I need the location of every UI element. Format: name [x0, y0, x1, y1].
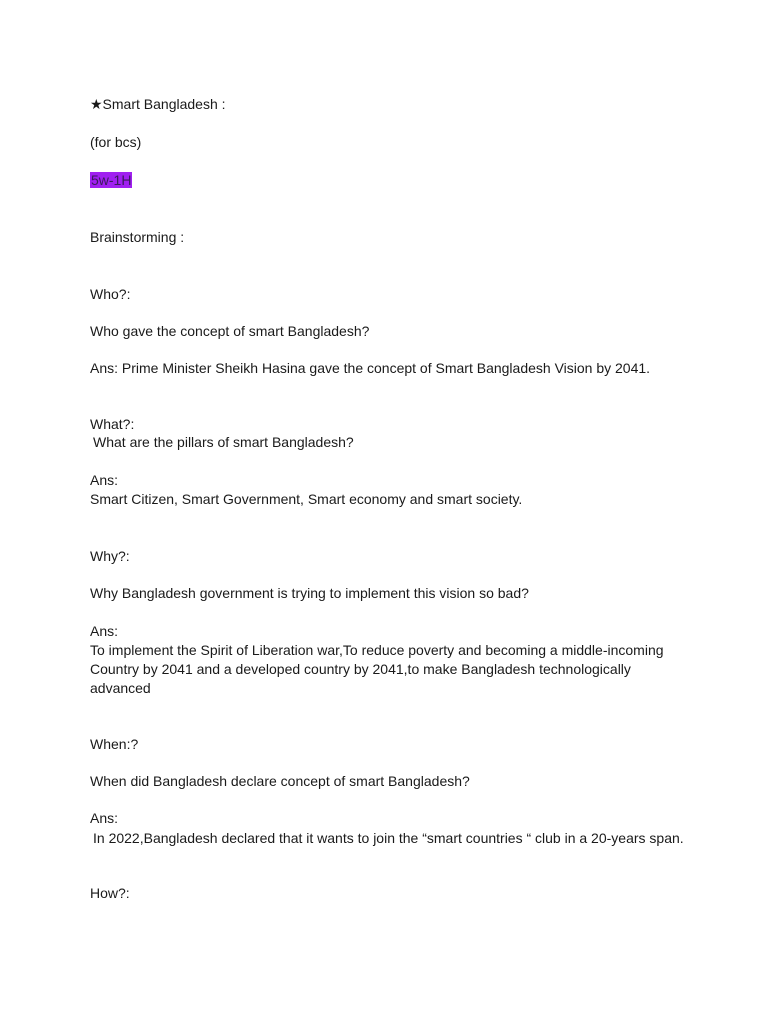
- why-answer-line-2: Country by 2041 and a developed country by 2041,to make Bangladesh technologically: [90, 661, 631, 677]
- who-heading: Who?:: [90, 286, 131, 302]
- what-heading: What?:: [90, 416, 135, 432]
- when-answer: In 2022,Bangladesh declared that it wants to join the “smart countries “ club in a 20-years span.: [93, 830, 684, 846]
- document-subtitle: (for bcs): [90, 134, 142, 150]
- why-answer-line-3: advanced: [90, 680, 151, 696]
- what-answer-label: Ans:: [90, 472, 119, 488]
- when-answer-label: Ans:: [90, 810, 119, 826]
- why-heading: Why?:: [90, 548, 130, 564]
- when-heading: When:?: [90, 736, 139, 752]
- how-heading: How?:: [90, 885, 130, 901]
- why-question: Why Bangladesh government is trying to implement this vision so bad?: [90, 585, 529, 601]
- what-answer: Smart Citizen, Smart Government, Smart economy and smart society.: [90, 491, 523, 507]
- why-answer-label: Ans:: [90, 623, 119, 639]
- who-question: Who gave the concept of smart Bangladesh?: [90, 323, 370, 339]
- document-title: ★Smart Bangladesh :: [90, 96, 226, 112]
- what-question: What are the pillars of smart Bangladesh?: [93, 434, 354, 450]
- when-question: When did Bangladesh declare concept of smart Bangladesh?: [90, 773, 470, 789]
- why-answer-line-1: To implement the Spirit of Liberation war,To reduce poverty and becoming a middle-incoming: [90, 642, 664, 658]
- section-heading: Brainstorming :: [90, 229, 185, 245]
- highlighted-tag: 5w-1H: [91, 172, 132, 188]
- tag-line: [90, 171, 132, 189]
- who-answer: Ans: Prime Minister Sheikh Hasina gave the concept of Smart Bangladesh Vision by 2041.: [90, 360, 651, 376]
